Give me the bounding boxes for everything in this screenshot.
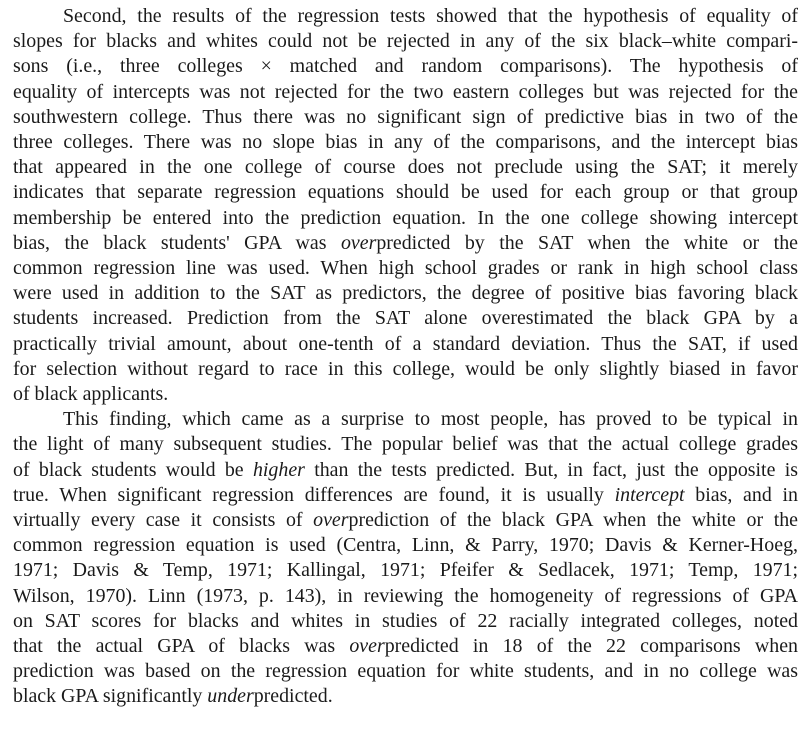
paragraph-1 (13, 4, 798, 407)
text-line: equality of intercepts was not rejected for the two eastern colleges but was rejected for the (13, 80, 798, 103)
italic-emphasis: over (313, 509, 349, 532)
text-line: the light of many subsequent studies. The popular belief was that the actual college grades (13, 433, 798, 456)
text-line: three colleges. There was no slope bias in any of the comparisons, and the intercept bias (13, 131, 798, 154)
paragraph-2 (13, 407, 798, 709)
text-line: black GPA significantly underpredicted. (13, 685, 333, 708)
text-line: membership be entered into the prediction equation. In the one college showing intercept (13, 206, 798, 229)
text-line: students increased. Prediction from the SAT alone overestimated the black GPA by a (13, 307, 798, 330)
text-line: practically trivial amount, about one-tenth of a standard deviation. Thus the SAT, if used (13, 332, 798, 355)
text-line: common regression line was used. When high school grades or rank in high school class (13, 257, 798, 280)
text-line: bias, the black students' GPA was overpredicted by the SAT when the white or the (13, 231, 798, 254)
text-line: of black students would be higher than the tests predicted. But, in fact, just the opposite is (13, 458, 798, 481)
text-line: that appeared in the one college of course does not preclude using the SAT; it merely (13, 156, 798, 179)
italic-emphasis: over (340, 231, 377, 254)
text-line: Wilson, 1970). Linn (1973, p. 143), in reviewing the homogeneity of regressions of GPA (13, 584, 798, 607)
italic-emphasis: under (207, 685, 254, 708)
italic-emphasis: intercept (614, 483, 685, 506)
text-line: southwestern college. Thus there was no significant sign of predictive bias in two of the (13, 105, 798, 128)
text-line: 1971; Davis & Temp, 1971; Kallingal, 1971; Pfeifer & Sedlacek, 1971; Temp, 1971; (13, 559, 798, 582)
text-line: Second, the results of the regression tests showed that the hypothesis of equality of (63, 5, 798, 27)
italic-emphasis: over (349, 635, 385, 658)
text-line: were used in addition to the SAT as predictors, the degree of positive bias favoring black (13, 282, 798, 305)
text-line: on SAT scores for blacks and whites in studies of 22 racially integrated colleges, noted (13, 609, 798, 632)
text-line: of black applicants. (13, 383, 169, 406)
text-line: indicates that separate regression equations should be used for each group or that group (13, 181, 798, 204)
text-line: prediction was based on the regression equation for white students, and in no college was (13, 660, 798, 683)
text-line: sons (i.e., three colleges × matched and random comparisons). The hypothesis of (13, 55, 798, 78)
text-line: for selection without regard to race in this college, would be only slightly biased in favor (13, 357, 798, 380)
text-line: common regression equation is used (Centra, Linn, & Parry, 1970; Davis & Kerner-Hoeg, (13, 534, 798, 557)
text-line: This finding, which came as a surprise to most people, has proved to be typical in (63, 408, 798, 431)
text-line: slopes for blacks and whites could not be rejected in any of the six black–white compari- (13, 30, 798, 53)
text-line: true. When significant regression differences are found, it is usually intercept bias, and in (13, 483, 798, 506)
text-line: virtually every case it consists of overprediction of the black GPA when the white or the (13, 509, 798, 532)
italic-emphasis: higher (252, 458, 305, 481)
text-line: that the actual GPA of blacks was overpredicted in 18 of the 22 comparisons when (13, 635, 798, 658)
